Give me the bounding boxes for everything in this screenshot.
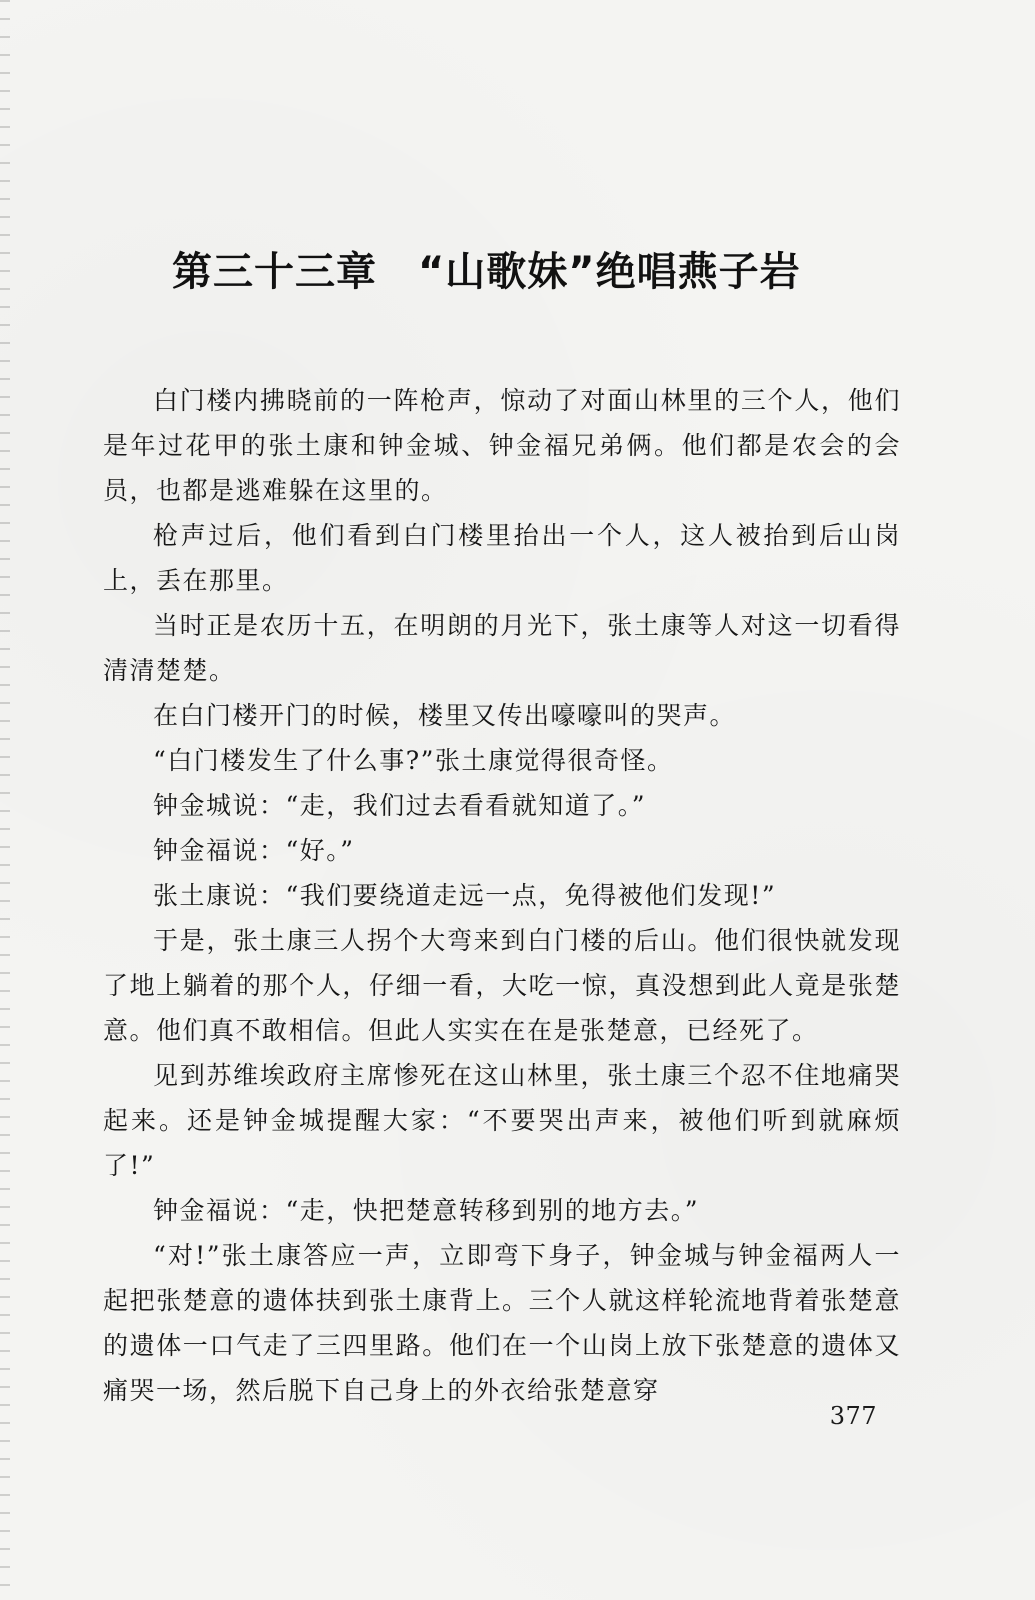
paragraph: 见到苏维埃政府主席惨死在这山林里，张土康三个忍不住地痛哭起来。还是钟金城提醒大家：“不要哭出声来，被他们听到就麻烦了!” — [103, 1061, 901, 1180]
paragraph: 在白门楼开门的时候，楼里又传出嚎嚎叫的哭声。 — [153, 701, 737, 730]
paragraph: 于是，张土康三人拐个大弯来到白门楼的后山。他们很快就发现了地上躺着的那个人，仔细一看，大吃一惊，真没想到此人竟是张楚意。他们真不敢相信。但此人实实在在是张楚意，已经死了。 — [103, 926, 901, 1045]
paragraph: 当时正是农历十五，在明朗的月光下，张土康等人对这一切看得清清楚楚。 — [103, 611, 901, 685]
paragraph: 张土康说：“我们要绕道走远一点，免得被他们发现!” — [153, 881, 777, 910]
paragraph: “白门楼发生了什么事?”张土康觉得很奇怪。 — [153, 746, 674, 775]
paragraph: 枪声过后，他们看到白门楼里抬出一个人，这人被抬到后山岗上，丢在那里。 — [103, 521, 901, 595]
paragraph: 钟金福说：“好。” — [153, 836, 355, 865]
page-binding-edge — [0, 0, 10, 1600]
body-text — [103, 378, 901, 1413]
paragraph: 白门楼内拂晓前的一阵枪声，惊动了对面山林里的三个人，他们是年过花甲的张土康和钟金城、钟金福兄弟俩。他们都是农会的会员，也都是逃难躲在这里的。 — [103, 386, 901, 505]
paragraph: 钟金城说：“走，我们过去看看就知道了。” — [153, 791, 647, 820]
page-number: 377 — [829, 1402, 877, 1430]
paragraph: 钟金福说：“走，快把楚意转移到别的地方去。” — [153, 1196, 700, 1225]
chapter-title: 第三十三章 “山歌妹”绝唱燕子岩 — [172, 249, 801, 295]
paragraph: “对!”张土康答应一声，立即弯下身子，钟金城与钟金福两人一起把张楚意的遗体扶到张土康背上。三个人就这样轮流地背着张楚意的遗体一口气走了三四里路。他们在一个山岗上放下张楚意的遗体又痛哭一场，然后脱下自己身上的外衣给张楚意穿 — [103, 1241, 901, 1405]
